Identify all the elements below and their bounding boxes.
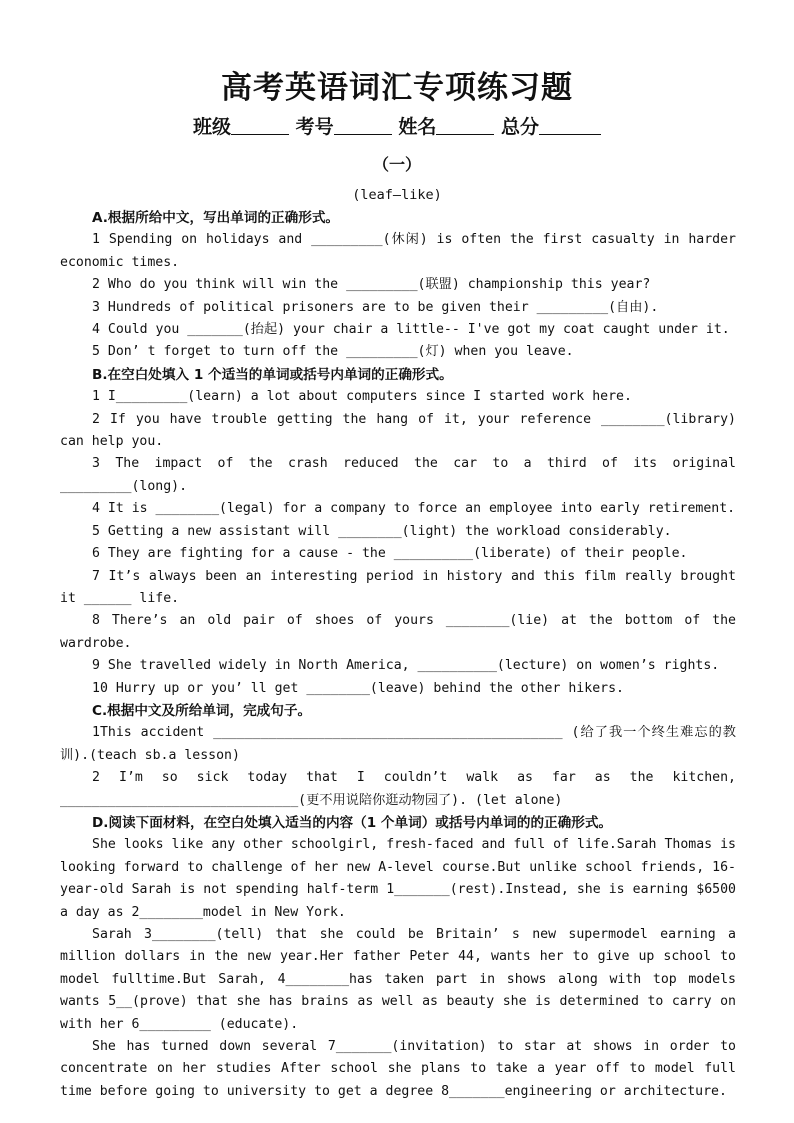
- section-b-item: 2 If you have trouble getting the hang of it, your reference ________(library) can help you.: [60, 411, 736, 450]
- score-blank: [539, 116, 601, 135]
- word-range: (leaf—like): [352, 187, 442, 203]
- passage-paragraph: She looks like any other schoolgirl, fresh-faced and full of life.Sarah Thomas is looking forward to challenge of her new A-level course.But unlike school friends, 16-year-old Sarah is not spending half-term 1_______(rest).Instead, she is earning $6500 a day as 2________model in New York.: [60, 837, 736, 920]
- section-c-item: 1This accident ____________________________________________ (给了我一个终生难忘的教训).(teach sb.a lesson): [60, 725, 736, 763]
- section-a-item: 2 Who do you think will win the _________(联盟) championship this year?: [92, 277, 651, 293]
- class-blank: [231, 116, 289, 135]
- exam-no-label: 考号: [295, 116, 334, 138]
- score-label: 总分: [500, 116, 539, 138]
- section-a-item: 4 Could you _______(抬起) your chair a little-- I've got my coat caught under it.: [92, 322, 730, 338]
- section-c-heading: C.根据中文及所给单词，完成句子。: [92, 702, 312, 719]
- section-a-item: 1 Spending on holidays and _________(休闲) is often the first casualty in harder economic times.: [60, 232, 736, 270]
- section-b-item: 1 I_________(learn) a lot about computers since I started work here.: [92, 389, 632, 405]
- section-b-heading: B.在空白处填入 1 个适当的单词或括号内单词的正确形式。: [92, 366, 453, 383]
- section-a-item: 3 Hundreds of political prisoners are to be given their _________(自由).: [92, 299, 659, 315]
- section-b-item: 7 It’s always been an interesting period in history and this film really brought it ______ life.: [60, 568, 736, 606]
- student-info-line: [0, 112, 794, 139]
- passage-paragraph: Sarah 3________(tell) that she could be Britain’ s new supermodel earning a million dollars in the new year.Her father Peter 44, wants her to give up school to model fulltime.But Sarah, 4________has taken part in shows along with top models wants 5__(prove) that she has brains as well as beauty she is determined to carry on with her 6_________ (educate).: [60, 927, 736, 1032]
- page-title: 高考英语词汇专项练习题: [221, 70, 573, 106]
- class-label: 班级: [193, 116, 232, 138]
- section-b-item: 3 The impact of the crash reduced the car to a third of its original _________(long).: [60, 456, 736, 494]
- section-b-item: 10 Hurry up or you’ ll get ________(leave) behind the other hikers.: [92, 680, 624, 696]
- section-a-item: 5 Don’ t forget to turn off the _________(灯) when you leave.: [92, 344, 574, 360]
- section-b-item: 8 There’s an old pair of shoes of yours ________(lie) at the bottom of the wardrobe.: [60, 613, 736, 651]
- section-d-heading: D.阅读下面材料，在空白处填入适当的内容（1 个单词）或括号内单词的的正确形式。: [92, 814, 613, 831]
- name-blank: [436, 116, 494, 135]
- section-b-item: 6 They are fighting for a cause - the __________(liberate) of their people.: [92, 546, 688, 562]
- section-b-item: 5 Getting a new assistant will ________(light) the workload considerably.: [92, 523, 672, 539]
- section-b-item: 4 It is ________(legal) for a company to force an employee into early retirement.: [92, 501, 736, 517]
- name-label: 姓名: [398, 116, 437, 138]
- exercise-content: [60, 207, 736, 1103]
- section-b-item: 9 She travelled widely in North America, __________(lecture) on women’s rights.: [92, 658, 720, 674]
- section-c-item: 2 I’m so sick today that I couldn’t walk as far as the kitchen, ______________________________(更不用说陪你逛动物园了). (let alone): [60, 770, 736, 808]
- passage-paragraph: She has turned down several 7_______(invitation) to star at shows in order to concentrate on her studies After school she plans to take a year off to model full time before going to university to get a degree 8_______engineering or architecture.: [60, 1039, 736, 1099]
- section-a-heading: A.根据所给中文，写出单词的正确形式。: [92, 210, 340, 226]
- unit-number: （一）: [372, 155, 421, 174]
- exam-no-blank: [334, 116, 392, 135]
